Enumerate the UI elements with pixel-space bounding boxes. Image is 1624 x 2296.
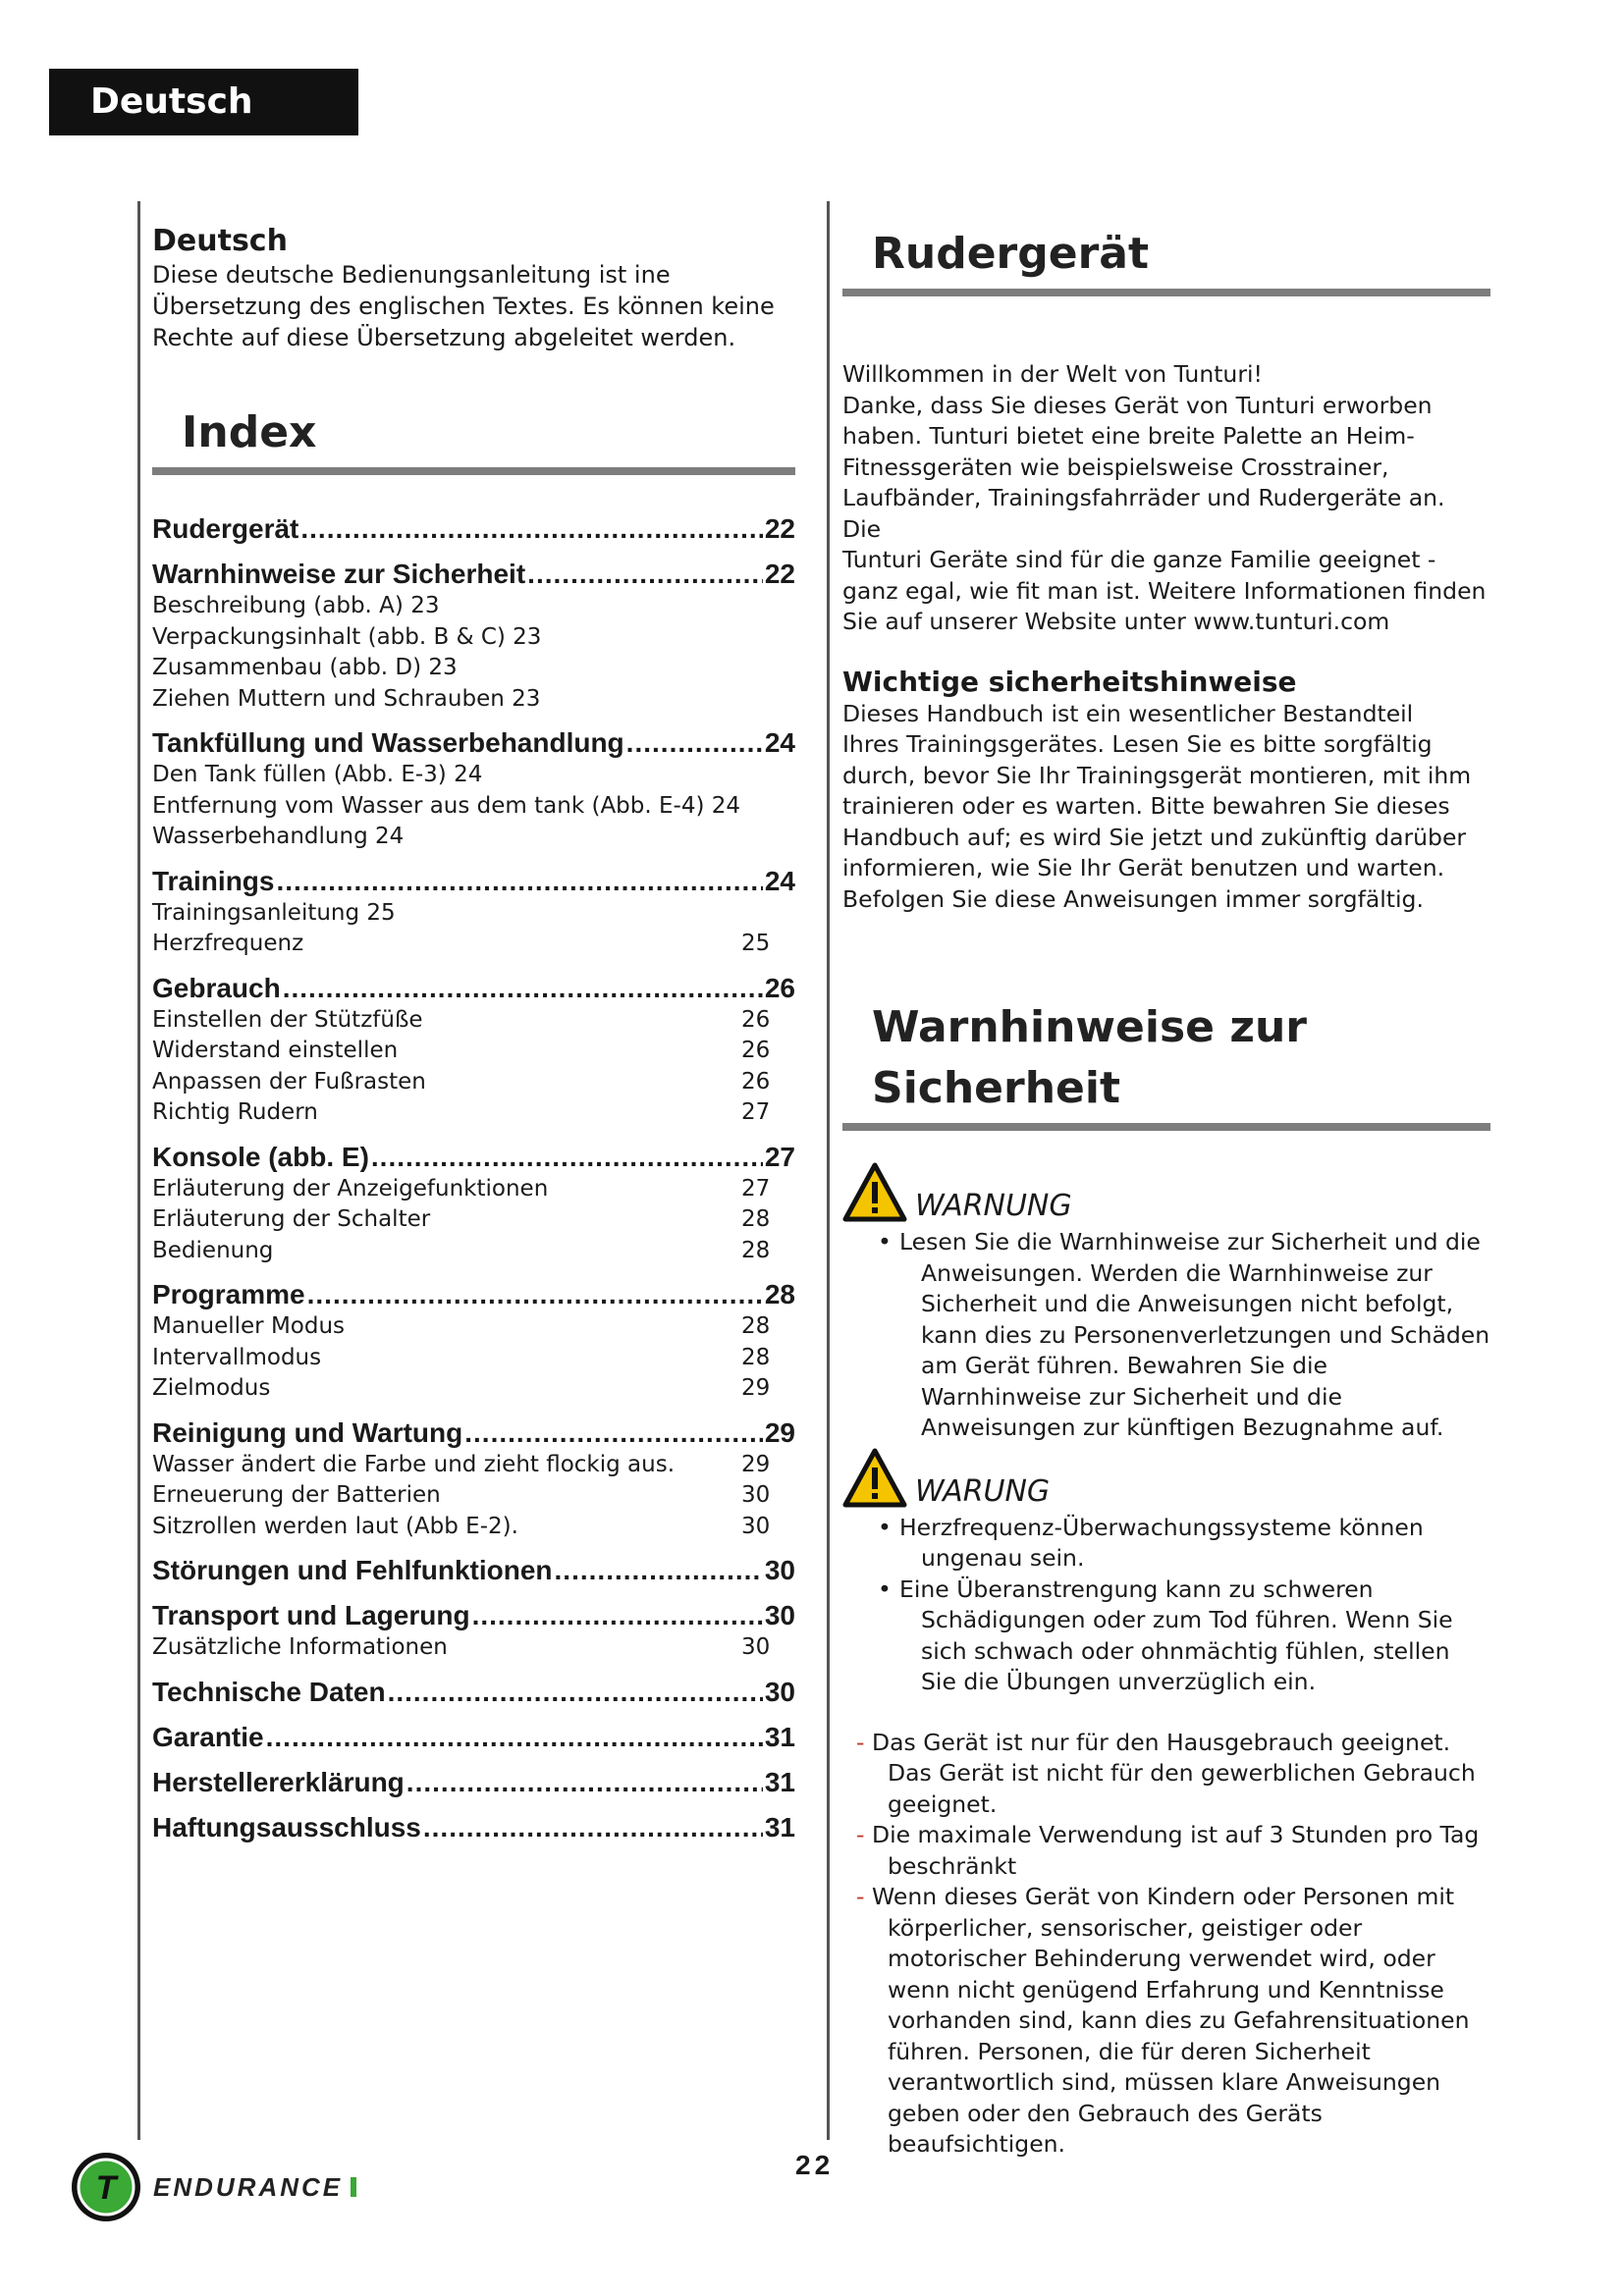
index-entry-label: Konsole (abb. E) (152, 1141, 369, 1172)
warning-heading (842, 1448, 1490, 1509)
section-rule (842, 289, 1490, 296)
intro-line: Übersetzung des englischen Textes. Es können keine (152, 293, 775, 320)
important-line: Dieses Handbuch ist ein wesentlicher Bestandteil (842, 699, 1414, 727)
index-entry-label: Trainings (152, 865, 275, 896)
index-subentry-label: Erläuterung der Schalter (152, 1206, 431, 1232)
index-leader-dots (371, 1141, 763, 1174)
index-entry-page: 26 (764, 972, 795, 1003)
index-subentry (152, 1512, 795, 1543)
usage-notes (842, 1728, 1490, 2161)
index-subentry-label: Widerstand einstellen (152, 1038, 399, 1063)
index-subentry (152, 760, 795, 791)
index-group (152, 1554, 795, 1587)
index-leader-dots (307, 1278, 763, 1311)
index-subentry-label: Trainingsanleitung 25 (152, 899, 396, 926)
index-leader-dots (388, 1676, 763, 1709)
index-group (152, 1416, 795, 1543)
index-subentry-label: Richtig Rudern (152, 1099, 318, 1125)
index-entry-page: 31 (764, 1811, 795, 1842)
warning-label: WARUNG (915, 1473, 1051, 1509)
index-entry-label: Herstellererklärung (152, 1766, 405, 1797)
index-subentry-label: Einstellen der Stützfüße (152, 1006, 423, 1033)
index-entry (152, 1811, 795, 1844)
index-leader-dots (266, 1721, 763, 1754)
warning-bullets (842, 1513, 1490, 1698)
index-subentry (152, 622, 795, 654)
index-subentry-page: 30 (741, 1634, 771, 1660)
intro-line: Rechte auf diese Übersetzung abgeleitet werden. (152, 324, 736, 351)
tunturi-logo-icon (69, 2150, 143, 2224)
index-subentry-page: 27 (741, 1099, 771, 1125)
index-rule (152, 467, 795, 475)
index-subentry (152, 1174, 795, 1205)
index-entry-page: 30 (764, 1600, 795, 1630)
index-entry-label: Rudergerät (152, 513, 299, 544)
index-group (152, 1278, 795, 1405)
index-subentry-label: Erläuterung der Anzeigefunktionen (152, 1175, 549, 1201)
important-line: durch, bevor Sie Ihr Trainingsgerät montieren, mit ihm (842, 761, 1472, 789)
brand-logo (69, 2150, 356, 2224)
index-leader-dots (626, 726, 763, 760)
index-subentry-page: 27 (741, 1175, 771, 1201)
index-entry (152, 1554, 795, 1587)
index-entry-page: 31 (764, 1721, 795, 1752)
index-entry-label: Warnhinweise zur Sicherheit (152, 559, 526, 589)
index-subentry (152, 1373, 795, 1405)
index-entry-page: 28 (764, 1279, 795, 1309)
index-subentry-page: 28 (741, 1344, 771, 1370)
important-text (842, 699, 1490, 916)
safety-title-line: Sicherheit (872, 1063, 1120, 1113)
brand-accent (351, 2177, 356, 2197)
index-subentry-page: 30 (741, 1482, 771, 1508)
index-entry-page: 27 (764, 1141, 795, 1172)
warning-bullet: • Eine Überanstrengung kann zu schweren Schädigungen oder zum Tod führen. Wenn Sie sich schwach oder ohnmächtig fühlen, stellen Sie die Übungen unverzüglich ein. (842, 1575, 1490, 1698)
index-subentry (152, 1204, 795, 1236)
index-leader-dots (527, 558, 763, 591)
index-entry-label: Reinigung und Wartung (152, 1416, 463, 1448)
index-group (152, 972, 795, 1129)
center-column-divider (827, 201, 830, 2140)
index-subentry-label: Verpackungsinhalt (abb. B & C) 23 (152, 623, 542, 650)
language-tab: Deutsch (49, 69, 358, 135)
index-subentry (152, 1343, 795, 1374)
warning-heading (842, 1162, 1490, 1223)
welcome-line: ganz egal, wie fit man ist. Weitere Informationen finden (842, 576, 1487, 605)
index-entry-label: Programme (152, 1279, 305, 1309)
index-leader-dots (283, 972, 763, 1005)
index-subentry-label: Wasserbehandlung 24 (152, 824, 405, 849)
index-entry (152, 1416, 795, 1450)
index-subentry (152, 929, 795, 960)
index-subentry (152, 1311, 795, 1343)
index-leader-dots (300, 512, 762, 546)
usage-note: - Wenn dieses Gerät von Kindern oder Personen mit körperlicher, sensorischer, geistiger oder motorischer Behinderung verwendet wird, oder wenn nicht genügend Erfahrung und Kenntnisse vorhanden sind, kann dies zu Gefahrensituationen führen. Personen, die für deren Sicherheit verantwortlich sind, müssen klare Anweisungen geben oder den Gebrauch des Geräts beaufsichtigen. (842, 1882, 1490, 2161)
welcome-line: haben. Tunturi bietet eine breite Palette an Heim- (842, 422, 1415, 450)
index-subentry-page: 26 (741, 1038, 771, 1063)
important-title: Wichtige sicherheitshinweise (842, 665, 1297, 698)
index-subentry-page: 29 (741, 1375, 771, 1401)
index-entry (152, 1766, 795, 1799)
welcome-text (842, 359, 1490, 638)
left-column (152, 224, 795, 1856)
index-entry (152, 1676, 795, 1709)
index-subentry-label: Anpassen der Fußrasten (152, 1068, 426, 1095)
index-subentry (152, 822, 795, 853)
safety-rule (842, 1123, 1490, 1131)
index-subentry-page: 25 (741, 931, 771, 956)
index-subentry (152, 791, 795, 823)
index-entry-page: 30 (764, 1676, 795, 1707)
welcome-line: Laufbänder, Trainingsfahrräder und Rudergeräte an. Die (842, 484, 1445, 543)
index-entry-page: 22 (764, 559, 795, 589)
index-subentry (152, 591, 795, 622)
index-subentry-label: Erneuerung der Batterien (152, 1482, 441, 1508)
index-entry-page: 29 (764, 1416, 795, 1448)
index-leader-dots (472, 1599, 763, 1632)
index-subentry-label: Wasser ändert die Farbe und zieht flockig aus. (152, 1451, 676, 1477)
index-subentry-page: 26 (741, 1068, 771, 1095)
index-subentry (152, 898, 795, 930)
welcome-line: Fitnessgeräten wie beispielsweise Crosstrainer, (842, 453, 1389, 481)
index-subentry-page: 28 (741, 1313, 771, 1339)
index-subentry-label: Zielmodus (152, 1375, 271, 1401)
index-group (152, 1141, 795, 1267)
index-subentry (152, 653, 795, 684)
index-leader-dots (406, 1766, 763, 1799)
usage-note: - Das Gerät ist nur für den Hausgebrauch geeignet. Das Gerät ist nicht für den gewerblichen Gebrauch geeignet. (842, 1728, 1490, 1821)
section-title-rudergeraet: Rudergerät (872, 229, 1150, 279)
index-leader-dots (555, 1554, 763, 1587)
usage-note: - Die maximale Verwendung ist auf 3 Stunden pro Tag beschränkt (842, 1820, 1490, 1882)
index-entry (152, 1141, 795, 1174)
index-subentry (152, 1632, 795, 1664)
index-group (152, 1599, 795, 1664)
index-subentry-label: Beschreibung (abb. A) 23 (152, 593, 440, 618)
index-subentry (152, 1236, 795, 1267)
index-group (152, 726, 795, 853)
index-entry-label: Transport und Lagerung (152, 1600, 470, 1630)
intro-text (152, 259, 795, 353)
index-group (152, 512, 795, 546)
index-subentry-page: 28 (741, 1206, 771, 1232)
safety-title (842, 997, 1490, 1119)
important-line: informieren, wie Sie Ihr Gerät benutzen und warten. (842, 854, 1445, 881)
index-subentry (152, 1097, 795, 1129)
index-entry (152, 558, 795, 591)
index-subentry-label: Zusammenbau (abb. D) 23 (152, 655, 458, 680)
important-line: trainieren oder es warten. Bitte bewahren Sie dieses (842, 792, 1450, 820)
index-subentry-label: Bedienung (152, 1237, 274, 1263)
index-subentry-label: Ziehen Muttern und Schrauben 23 (152, 685, 541, 712)
left-column-divider (137, 201, 140, 2140)
index-entry (152, 1599, 795, 1632)
index-entry-label: Garantie (152, 1721, 264, 1752)
important-line: Befolgen Sie diese Anweisungen immer sorgfältig. (842, 884, 1424, 913)
index-entry-page: 22 (764, 513, 795, 544)
index-subentry-label: Intervallmodus (152, 1344, 322, 1370)
important-line: Handbuch auf; es wird Sie jetzt und zukünftig darüber (842, 823, 1467, 851)
index-entry-label: Gebrauch (152, 972, 281, 1003)
index-subentry (152, 684, 795, 716)
brand-name: ENDURANCE (153, 2171, 344, 2202)
intro-line: Diese deutsche Bedienungsanleitung ist ine (152, 261, 671, 289)
welcome-line: Sie auf unserer Website unter www.tunturi.com (842, 608, 1390, 635)
important-line: Ihres Trainingsgerätes. Lesen Sie es bitte sorgfältig (842, 730, 1433, 758)
logo-letter: T (95, 2169, 117, 2207)
safety-title-line: Warnhinweise zur (872, 1002, 1307, 1052)
index-group (152, 1766, 795, 1799)
index-subentry-page: 30 (741, 1513, 771, 1539)
index-subentry-page: 26 (741, 1006, 771, 1033)
welcome-line: Tunturi Geräte sind für die ganze Familie geeignet - (842, 546, 1436, 573)
index-subentry (152, 1067, 795, 1098)
index-title: Index (182, 407, 317, 457)
index-entry-page: 24 (764, 727, 795, 758)
index-entry-label: Störungen und Fehlfunktionen (152, 1555, 553, 1585)
welcome-line: Danke, dass Sie dieses Gerät von Tunturi erworben (842, 391, 1433, 419)
warning-bullet: • Herzfrequenz-Überwachungssysteme können ungenau sein. (842, 1513, 1490, 1575)
index-entry (152, 1721, 795, 1754)
index-list (152, 512, 795, 1844)
intro-title: Deutsch (152, 224, 288, 258)
index-entry-label: Technische Daten (152, 1676, 386, 1707)
index-subentry-label: Den Tank füllen (Abb. E-3) 24 (152, 762, 483, 787)
index-subentry-page: 29 (741, 1451, 771, 1477)
warning-label: WARNUNG (915, 1189, 1072, 1223)
index-entry (152, 972, 795, 1005)
index-subentry-label: Entfernung vom Wasser aus dem tank (Abb. E-4) 24 (152, 792, 741, 819)
index-subentry (152, 1480, 795, 1512)
index-group (152, 558, 795, 715)
welcome-line: Willkommen in der Welt von Tunturi! (842, 360, 1263, 388)
index-subentry-label: Manueller Modus (152, 1313, 346, 1339)
index-entry (152, 726, 795, 760)
index-entry-label: Tankfüllung und Wasserbehandlung (152, 727, 624, 758)
index-entry (152, 1278, 795, 1311)
index-subentry (152, 1005, 795, 1037)
index-subentry-label: Herzfrequenz (152, 931, 304, 956)
index-group (152, 1721, 795, 1754)
index-group (152, 1676, 795, 1709)
index-leader-dots (464, 1416, 763, 1450)
index-leader-dots (276, 865, 762, 898)
warning-triangle-icon (842, 1162, 907, 1223)
page-number: 22 (795, 2150, 835, 2180)
index-entry-label: Haftungsausschluss (152, 1811, 421, 1842)
index-subentry (152, 1450, 795, 1481)
index-group (152, 865, 795, 960)
warning-bullets (842, 1227, 1490, 1444)
index-group (152, 1811, 795, 1844)
warning-triangle-icon (842, 1448, 907, 1509)
index-subentry-label: Sitzrollen werden laut (Abb E-2). (152, 1513, 518, 1539)
index-subentry-label: Zusätzliche Informationen (152, 1634, 448, 1660)
index-entry-page: 24 (764, 865, 795, 896)
index-subentry (152, 1036, 795, 1067)
index-entry (152, 865, 795, 898)
warning-bullet: • Lesen Sie die Warnhinweise zur Sicherheit und die Anweisungen. Werden die Warnhinweise zur Sicherheit und die Anweisungen nicht befolgt, kann dies zu Personenverletzungen und Schäden am Gerät führen. Bewahren Sie die Warnhinweise zur Sicherheit und die Anweisungen zur künftigen Bezugnahme auf. (842, 1227, 1490, 1444)
index-subentry-page: 28 (741, 1237, 771, 1263)
index-entry-page: 30 (764, 1555, 795, 1585)
index-entry-page: 31 (764, 1766, 795, 1797)
index-entry (152, 512, 795, 546)
right-column (842, 224, 1490, 2161)
index-leader-dots (423, 1811, 763, 1844)
